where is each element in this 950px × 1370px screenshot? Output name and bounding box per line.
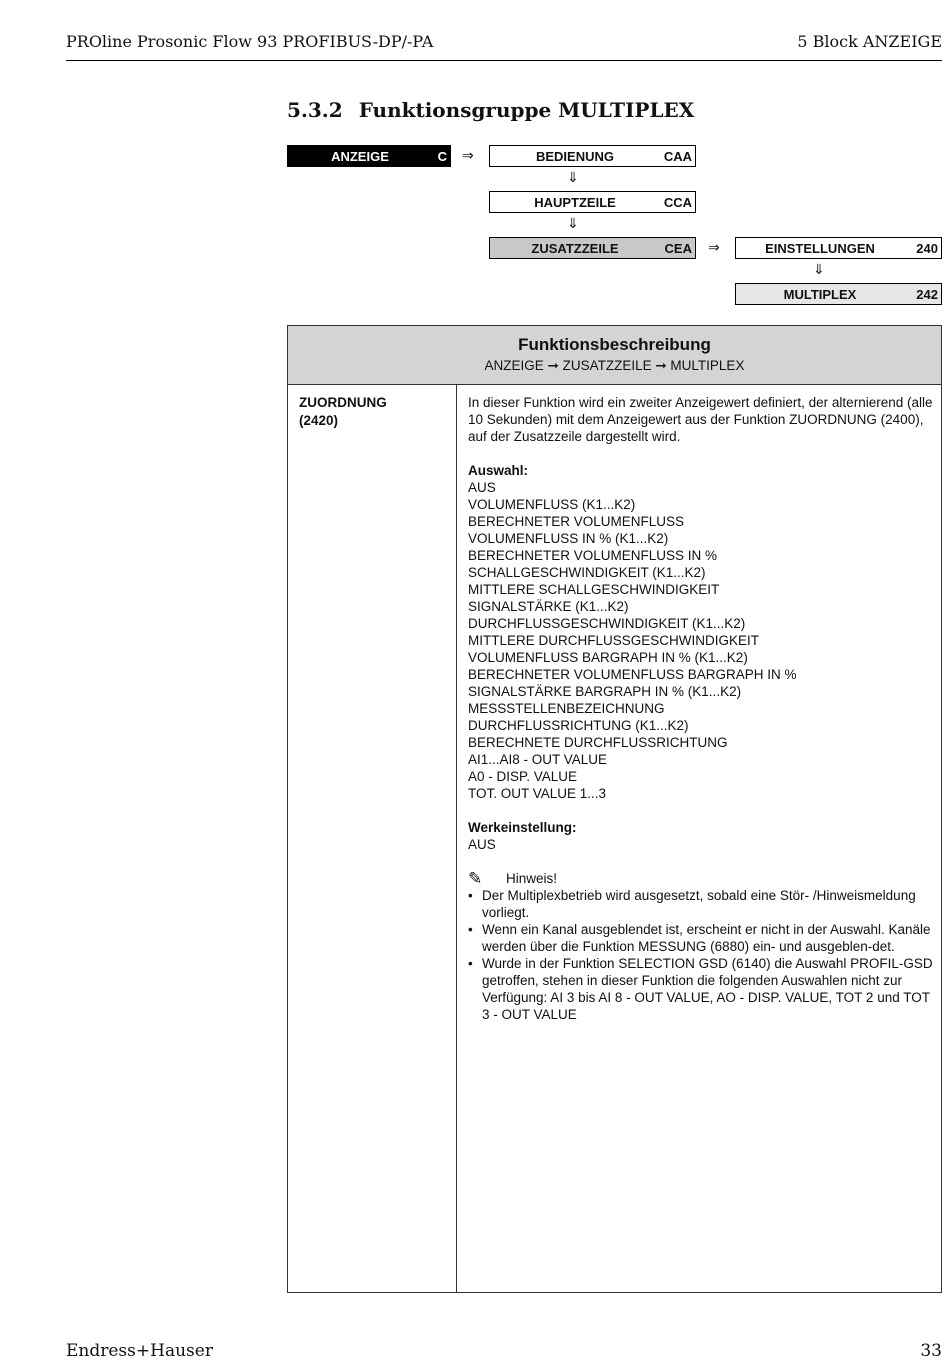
arrow-down-icon: ⇓	[567, 169, 579, 185]
page-number: 33	[920, 1341, 942, 1361]
selection-option: SIGNALSTÄRKE BARGRAPH IN % (K1...K2)	[468, 684, 742, 699]
group-box-label: ZUSATZZEILE	[531, 240, 619, 256]
section-heading	[287, 98, 694, 122]
note-text: Wenn ein Kanal ausgeblendet ist, erscheint er nicht in der Auswahl. Kanäle werden über die Funktion MESSUNG (6880) ein- und ausgeblen-det.	[482, 922, 931, 954]
function-name: ZUORDNUNG	[299, 395, 387, 410]
group-box-code: 240	[916, 240, 938, 256]
arrow-right-icon: ⇒	[708, 239, 720, 255]
default-value: AUS	[468, 837, 496, 852]
section-number: 5.3.2	[287, 98, 343, 122]
selection-option: MITTLERE DURCHFLUSSGESCHWINDIGKEIT	[468, 633, 760, 648]
selection-option: A0 - DISP. VALUE	[468, 769, 578, 784]
table-path: ANZEIGE ➞ ZUSATZZEILE ➞ MULTIPLEX	[484, 358, 745, 373]
group-box-code: 242	[916, 286, 938, 302]
selection-option: MITTLERE SCHALLGESCHWINDIGKEIT	[468, 582, 720, 597]
note-heading	[468, 870, 934, 887]
group-box-label: MULTIPLEX	[783, 286, 857, 302]
note-item	[468, 955, 934, 1023]
note-item	[468, 921, 934, 955]
selection-option: SCHALLGESCHWINDIGKEIT (K1...K2)	[468, 565, 706, 580]
selection-option: BERECHNETER VOLUMENFLUSS BARGRAPH IN %	[468, 667, 797, 682]
header-rule	[66, 60, 942, 61]
function-description-table	[287, 325, 942, 1293]
arrow-right-icon: ⇒	[462, 147, 474, 163]
running-header-title: PROline Prosonic Flow 93 PROFIBUS-DP/-PA	[66, 32, 434, 51]
group-box-code: CEA	[664, 240, 692, 256]
note-text: Wurde in der Funktion SELECTION GSD (6140) die Auswahl PROFIL-GSD getroffen, stehen in dieser Funktion die folgenden Auswahlen nicht zur Verfügung: AI 3 bis AI 8 - OUT VALUE, AO - DISP. VALUE, TOT 2 und TOT 3 - OUT VALUE	[482, 956, 933, 1022]
group-box-label: BEDIENUNG	[535, 148, 614, 164]
notes-list	[468, 887, 934, 1023]
selection-option: VOLUMENFLUSS (K1...K2)	[468, 497, 636, 512]
selection-label: Auswahl:	[468, 463, 529, 478]
selection-option: VOLUMENFLUSS IN % (K1...K2)	[468, 531, 669, 546]
arrow-down-icon: ⇓	[813, 261, 825, 277]
table-title: Funktionsbeschreibung	[518, 335, 711, 354]
selection-option: BERECHNETER VOLUMENFLUSS	[468, 514, 685, 529]
function-name-cell	[299, 394, 387, 430]
selection-option: VOLUMENFLUSS BARGRAPH IN % (K1...K2)	[468, 650, 748, 665]
note-label: Hinweis!	[506, 871, 558, 886]
group-box-code: CCA	[663, 194, 692, 210]
group-box-label: HAUPTZEILE	[534, 194, 616, 210]
group-box-einstellungen	[735, 237, 942, 259]
default-label: Werkeinstellung:	[468, 820, 577, 835]
selection-option: DURCHFLUSSRICHTUNG (K1...K2)	[468, 718, 689, 733]
bullet-icon: •	[468, 888, 473, 903]
running-header-chapter: 5 Block ANZEIGE	[797, 32, 942, 51]
selection-option: MESSSTELLENBEZEICHNUNG	[468, 701, 665, 716]
note-item	[468, 887, 934, 921]
bullet-icon: •	[468, 922, 473, 937]
group-box-label: EINSTELLUNGEN	[765, 240, 875, 256]
group-box-bedienung	[489, 145, 696, 167]
group-box-label: ANZEIGE	[331, 148, 389, 164]
group-box-code: C	[437, 148, 447, 164]
function-intro: In dieser Funktion wird ein zweiter Anzeigewert definiert, der alternierend (alle 10 Sekunden) mit dem Anzeigewert aus der Funktion ZUORDNUNG (2400), auf der Zusatzzeile dargestellt wird.	[468, 395, 933, 444]
group-box-code: CAA	[663, 148, 692, 164]
selection-option: AI1...AI8 - OUT VALUE	[468, 752, 608, 767]
note-text: Der Multiplexbetrieb wird ausgesetzt, sobald eine Stör- /Hinweismeldung vorliegt.	[482, 888, 916, 920]
selection-option: BERECHNETER VOLUMENFLUSS IN %	[468, 548, 718, 563]
selection-option: BERECHNETE DURCHFLUSSRICHTUNG	[468, 735, 728, 750]
function-code: (2420)	[299, 413, 339, 428]
group-box-anzeige	[287, 145, 451, 167]
section-title: Funktionsgruppe MULTIPLEX	[358, 98, 695, 122]
bullet-icon: •	[468, 956, 473, 971]
selection-option: DURCHFLUSSGESCHWINDIGKEIT (K1...K2)	[468, 616, 746, 631]
pencil-icon: ✎	[468, 869, 483, 888]
group-box-multiplex	[735, 283, 942, 305]
selection-options-list	[468, 479, 934, 802]
arrow-down-icon: ⇓	[567, 215, 579, 231]
function-description-cell	[468, 394, 934, 1023]
selection-option: AUS	[468, 480, 496, 495]
group-box-zusatzzeile	[489, 237, 696, 259]
footer-brand: Endress+Hauser	[66, 1341, 213, 1361]
selection-option: TOT. OUT VALUE 1...3	[468, 786, 607, 801]
selection-option: SIGNALSTÄRKE (K1...K2)	[468, 599, 629, 614]
table-header	[288, 326, 941, 385]
column-divider	[456, 384, 457, 1292]
group-box-hauptzeile	[489, 191, 696, 213]
